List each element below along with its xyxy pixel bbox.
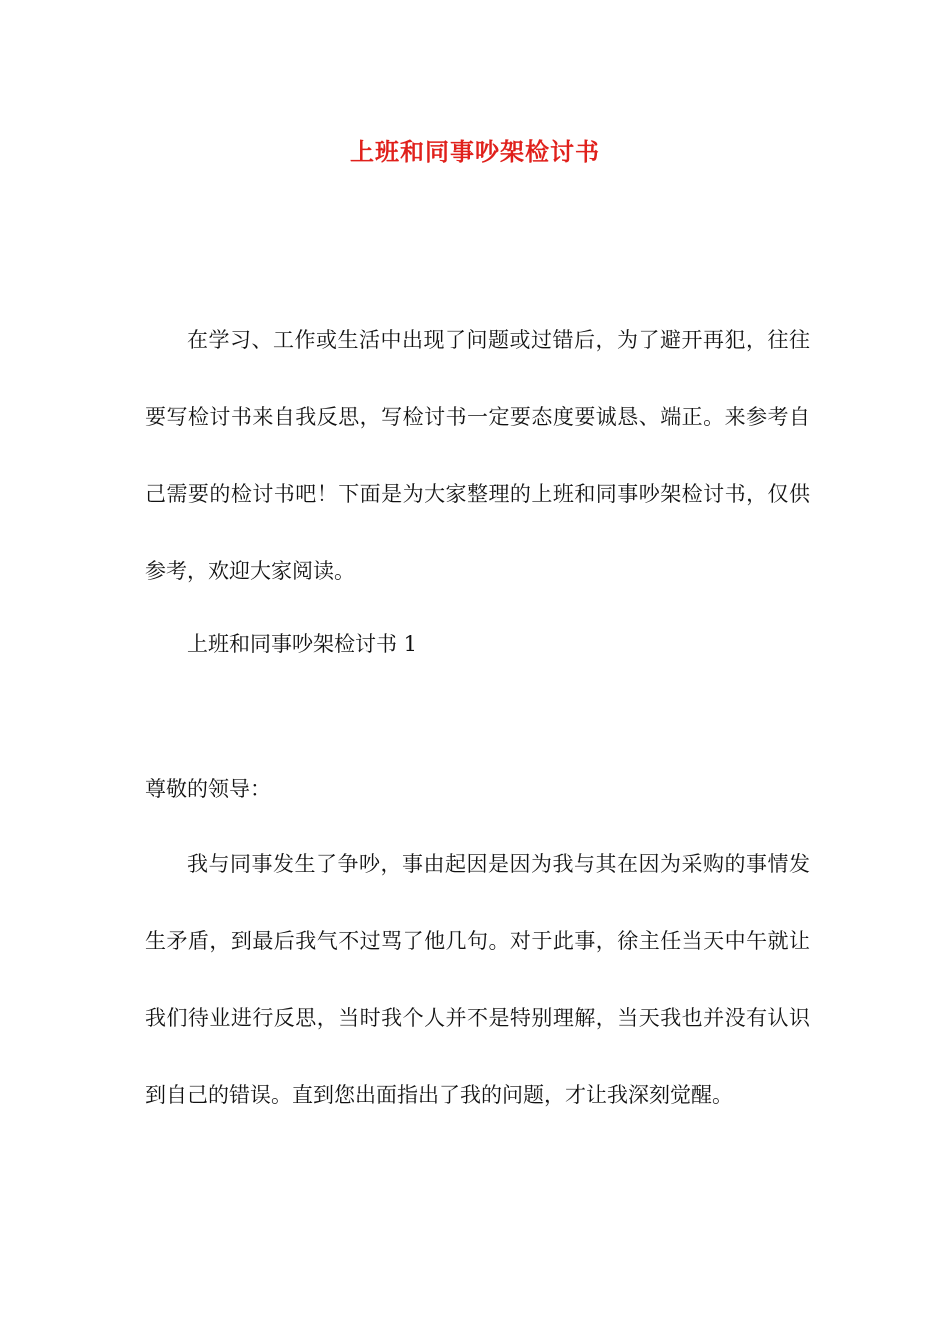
intro-section <box>145 302 810 610</box>
intro-paragraph: 在学习、工作或生活中出现了问题或过错后，为了避开再犯，往往要写检讨书来自我反思，写检讨书一定要态度要诚恳、端正。来参考自己需要的检讨书吧！下面是为大家整理的上班和同事吵架检讨书，仅供参考，欢迎大家阅读。 <box>145 328 810 583</box>
letter-section <box>145 826 810 1134</box>
salutation: 尊敬的领导： <box>145 777 271 801</box>
letter-paragraph: 我与同事发生了争吵，事由起因是因为我与其在因为采购的事情发生矛盾，到最后我气不过骂了他几句。对于此事，徐主任当天中午就让我们待业进行反思，当时我个人并不是特别理解，当天我也并没有认识到自己的错误。直到您出面指出了我的问题，才让我深刻觉醒。 <box>145 852 810 1107</box>
document-title: 上班和同事吵架检讨书 <box>350 137 600 166</box>
section-heading: 上班和同事吵架检讨书 1 <box>187 632 418 656</box>
